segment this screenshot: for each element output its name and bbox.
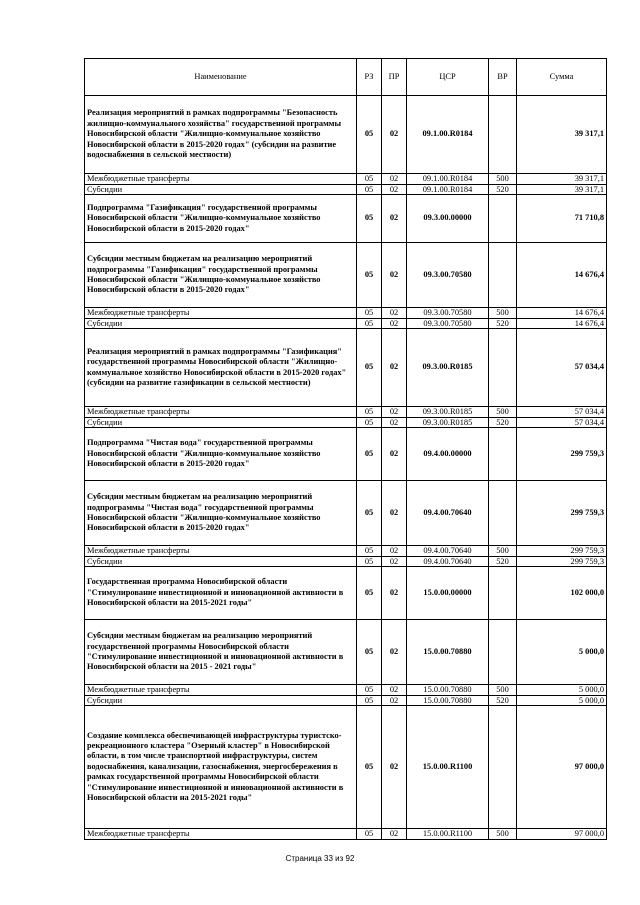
cell-rz: 05 — [357, 195, 382, 243]
cell-vr — [489, 329, 517, 407]
cell-csr: 09.4.00.70640 — [407, 481, 489, 546]
cell-rz: 05 — [357, 329, 382, 407]
budget-table — [84, 58, 607, 840]
table-row-section — [85, 329, 607, 407]
cell-sum: 299 759,3 — [517, 481, 607, 546]
cell-rz: 05 — [357, 308, 382, 319]
cell-sum: 5 000,0 — [517, 695, 607, 706]
cell-rz: 05 — [357, 318, 382, 329]
cell-sum: 299 759,3 — [517, 428, 607, 481]
cell-name: Субсидии местным бюджетам на реализацию мероприятий подпрограммы "Газификация" государственной программы Новосибирской области "Жилищно-коммунальное хозяйство Новосибирской области в 2015-2020 годах" — [85, 243, 357, 308]
cell-rz: 05 — [357, 481, 382, 546]
cell-sum: 39 317,1 — [517, 174, 607, 185]
table-row-section — [85, 195, 607, 243]
cell-vr — [489, 481, 517, 546]
cell-rz: 05 — [357, 96, 382, 174]
table-row — [85, 184, 607, 195]
cell-name: Реализация мероприятий в рамках подпрограммы "Безопасность жилищно-коммунального хозяйства" государственной программы Новосибирской области "Жилищно-коммунальное хозяйство Новосибирской области в 2015-2020 годах" (субсидии на развитие водоснабжения в сельской местности) — [85, 96, 357, 174]
cell-name: Межбюджетные трансферты — [85, 685, 357, 696]
table-row — [85, 829, 607, 840]
cell-pr: 02 — [382, 829, 407, 840]
cell-vr — [489, 96, 517, 174]
cell-rz: 05 — [357, 184, 382, 195]
cell-name: Подпрограмма "Чистая вода" государственной программы Новосибирской области "Жилищно-коммунальное хозяйство Новосибирской области в 2015-2020 годах" — [85, 428, 357, 481]
cell-name: Межбюджетные трансферты — [85, 174, 357, 185]
cell-pr: 02 — [382, 695, 407, 706]
cell-csr: 09.4.00.00000 — [407, 428, 489, 481]
cell-csr: 09.4.00.70640 — [407, 546, 489, 557]
cell-rz: 05 — [357, 829, 382, 840]
cell-rz: 05 — [357, 567, 382, 620]
cell-sum: 102 000,0 — [517, 567, 607, 620]
table-row — [85, 417, 607, 428]
cell-vr: 500 — [489, 174, 517, 185]
cell-rz: 05 — [357, 417, 382, 428]
cell-csr: 09.3.00.00000 — [407, 195, 489, 243]
cell-csr: 09.1.00.R0184 — [407, 96, 489, 174]
cell-csr: 09.3.00.70580 — [407, 318, 489, 329]
table-row — [85, 685, 607, 696]
cell-vr — [489, 620, 517, 685]
cell-sum: 97 000,0 — [517, 829, 607, 840]
header-rz: РЗ — [357, 59, 382, 96]
cell-sum: 39 317,1 — [517, 184, 607, 195]
table-row — [85, 174, 607, 185]
table-row — [85, 695, 607, 706]
cell-rz: 05 — [357, 243, 382, 308]
cell-name: Подпрограмма "Газификация" государственной программы Новосибирской области "Жилищно-коммунальное хозяйство Новосибирской области в 2015-2020 годах" — [85, 195, 357, 243]
cell-vr: 500 — [489, 546, 517, 557]
table-row — [85, 556, 607, 567]
cell-rz: 05 — [357, 428, 382, 481]
cell-sum: 57 034,4 — [517, 407, 607, 418]
cell-name: Реализация мероприятий в рамках подпрограммы "Газификация" государственной программы Новосибирской области "Жилищно-коммунальное хозяйство Новосибирской области в 2015-2020 годах" (субсидии на развитие газификации в сельской местности) — [85, 329, 357, 407]
cell-vr: 520 — [489, 695, 517, 706]
table-row-section — [85, 428, 607, 481]
cell-vr: 500 — [489, 308, 517, 319]
cell-csr: 09.3.00.70580 — [407, 243, 489, 308]
table-row-section — [85, 620, 607, 685]
cell-rz: 05 — [357, 174, 382, 185]
cell-rz: 05 — [357, 407, 382, 418]
cell-csr: 09.3.00.R0185 — [407, 407, 489, 418]
cell-rz: 05 — [357, 695, 382, 706]
page-footer: Страница 33 из 92 — [285, 854, 355, 863]
cell-rz: 05 — [357, 546, 382, 557]
table-row — [85, 407, 607, 418]
cell-pr: 02 — [382, 481, 407, 546]
cell-csr: 09.3.00.70580 — [407, 308, 489, 319]
cell-pr: 02 — [382, 96, 407, 174]
cell-rz: 05 — [357, 620, 382, 685]
cell-pr: 02 — [382, 407, 407, 418]
table-header-row — [85, 59, 607, 96]
cell-csr: 09.3.00.R0185 — [407, 417, 489, 428]
cell-name: Межбюджетные трансферты — [85, 308, 357, 319]
cell-rz: 05 — [357, 556, 382, 567]
cell-csr: 15.0.00.R1100 — [407, 829, 489, 840]
table-row-section — [85, 96, 607, 174]
table-row-section — [85, 567, 607, 620]
cell-vr — [489, 195, 517, 243]
cell-sum: 5 000,0 — [517, 685, 607, 696]
table-row-section — [85, 706, 607, 829]
cell-sum: 39 317,1 — [517, 96, 607, 174]
cell-sum: 57 034,4 — [517, 329, 607, 407]
table-row — [85, 318, 607, 329]
cell-sum: 71 710,8 — [517, 195, 607, 243]
cell-pr: 02 — [382, 546, 407, 557]
cell-csr: 15.0.00.70880 — [407, 685, 489, 696]
cell-name: Субсидии — [85, 184, 357, 195]
cell-sum: 14 676,4 — [517, 318, 607, 329]
cell-vr — [489, 243, 517, 308]
cell-vr: 520 — [489, 184, 517, 195]
header-pr: ПР — [382, 59, 407, 96]
cell-pr: 02 — [382, 428, 407, 481]
cell-name: Субсидии — [85, 318, 357, 329]
header-vr: ВР — [489, 59, 517, 96]
header-name: Наименование — [85, 59, 357, 96]
cell-rz: 05 — [357, 685, 382, 696]
header-csr: ЦСР — [407, 59, 489, 96]
cell-name: Межбюджетные трансферты — [85, 829, 357, 840]
cell-pr: 02 — [382, 417, 407, 428]
cell-pr: 02 — [382, 318, 407, 329]
cell-name: Субсидии местным бюджетам на реализацию мероприятий государственной программы Новосибирской области "Стимулирование инвестиционной и инновационной активности в Новосибирской области на 2015 - 2021 годы" — [85, 620, 357, 685]
cell-csr: 15.0.00.R1100 — [407, 706, 489, 829]
cell-pr: 02 — [382, 706, 407, 829]
table-row — [85, 546, 607, 557]
table-body — [85, 96, 607, 840]
cell-vr — [489, 428, 517, 481]
header-sum: Сумма — [517, 59, 607, 96]
table-row — [85, 308, 607, 319]
table-row-section — [85, 243, 607, 308]
cell-pr: 02 — [382, 620, 407, 685]
cell-sum: 14 676,4 — [517, 308, 607, 319]
cell-name: Государственная программа Новосибирской области "Стимулирование инвестиционной и инновационной активности в Новосибирской области на 2015-2021 годы" — [85, 567, 357, 620]
cell-pr: 02 — [382, 329, 407, 407]
cell-vr: 520 — [489, 556, 517, 567]
cell-csr: 15.0.00.70880 — [407, 695, 489, 706]
cell-vr: 500 — [489, 407, 517, 418]
cell-name: Субсидии — [85, 556, 357, 567]
cell-vr: 500 — [489, 829, 517, 840]
cell-sum: 299 759,3 — [517, 556, 607, 567]
cell-pr: 02 — [382, 195, 407, 243]
cell-sum: 97 000,0 — [517, 706, 607, 829]
cell-pr: 02 — [382, 567, 407, 620]
cell-sum: 5 000,0 — [517, 620, 607, 685]
cell-csr: 15.0.00.00000 — [407, 567, 489, 620]
cell-pr: 02 — [382, 556, 407, 567]
cell-sum: 14 676,4 — [517, 243, 607, 308]
cell-pr: 02 — [382, 308, 407, 319]
cell-name: Субсидии местным бюджетам на реализацию мероприятий подпрограммы "Чистая вода" государственной программы Новосибирской области "Жилищно-коммунальное хозяйство Новосибирской области в 2015-2020 годах" — [85, 481, 357, 546]
cell-csr: 09.1.00.R0184 — [407, 184, 489, 195]
cell-sum: 299 759,3 — [517, 546, 607, 557]
cell-name: Создание комплекса обеспечивающей инфраструктуры туристско-рекреационного кластера "Озерный кластер" в Новосибирской области, в том числе транспортной инфраструктуры, систем водоснабжения, канализации, газоснабжения, энергосбережения в рамках государственной программы Новосибирской области "Стимулирование инвестиционной и инновационной активности в Новосибирской области на 2015-2021 годы" — [85, 706, 357, 829]
cell-pr: 02 — [382, 685, 407, 696]
table-row-section — [85, 481, 607, 546]
cell-vr — [489, 706, 517, 829]
cell-vr: 520 — [489, 318, 517, 329]
cell-pr: 02 — [382, 174, 407, 185]
cell-name: Субсидии — [85, 417, 357, 428]
cell-pr: 02 — [382, 243, 407, 308]
cell-sum: 57 034,4 — [517, 417, 607, 428]
cell-rz: 05 — [357, 706, 382, 829]
cell-pr: 02 — [382, 184, 407, 195]
cell-vr: 500 — [489, 685, 517, 696]
cell-csr: 09.1.00.R0184 — [407, 174, 489, 185]
cell-csr: 09.3.00.R0185 — [407, 329, 489, 407]
cell-name: Межбюджетные трансферты — [85, 407, 357, 418]
cell-csr: 09.4.00.70640 — [407, 556, 489, 567]
cell-name: Межбюджетные трансферты — [85, 546, 357, 557]
cell-vr: 520 — [489, 417, 517, 428]
cell-name: Субсидии — [85, 695, 357, 706]
cell-csr: 15.0.00.70880 — [407, 620, 489, 685]
cell-vr — [489, 567, 517, 620]
